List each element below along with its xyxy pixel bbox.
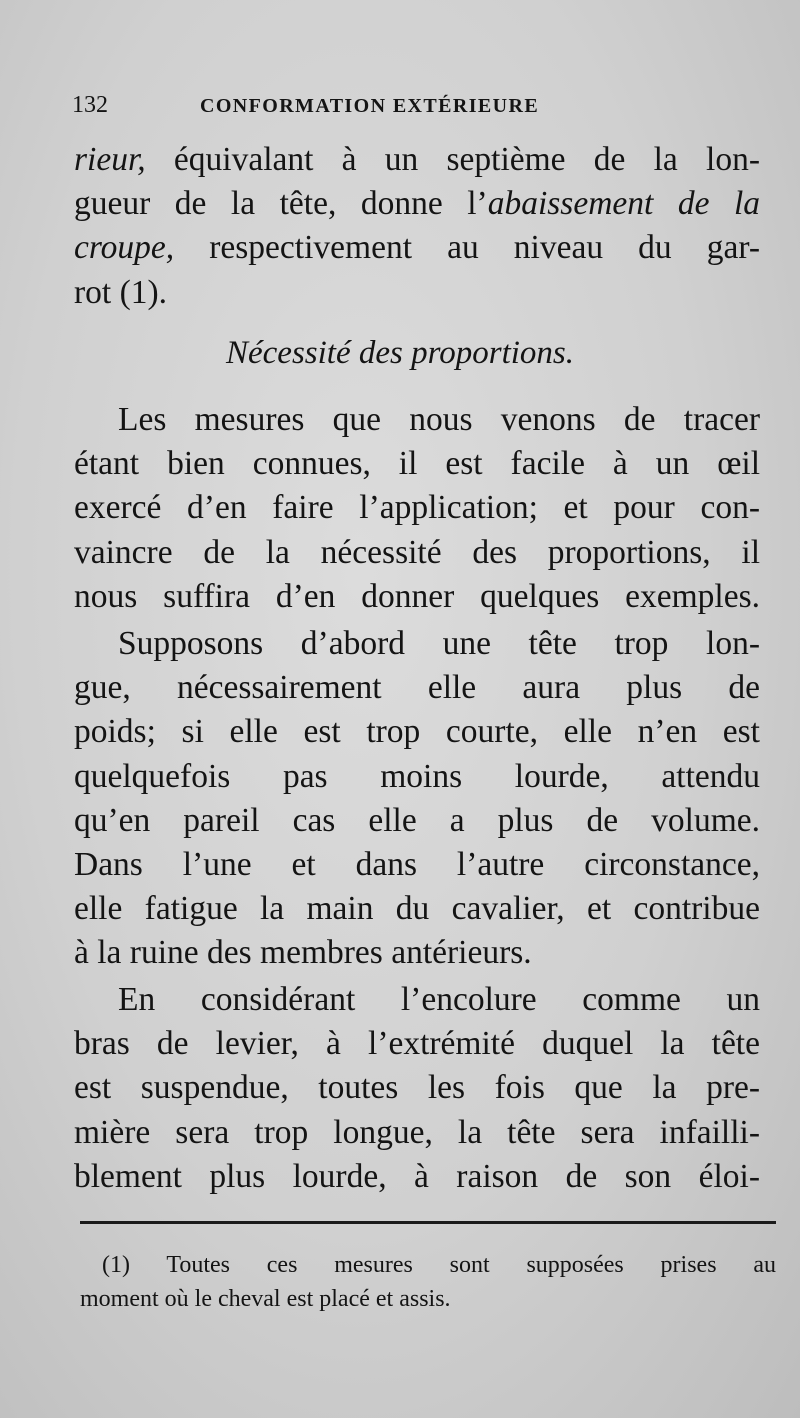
text-line: rieur, équivalant à un septième de la lon- <box>74 141 760 178</box>
page-number: 132 <box>72 92 108 118</box>
paragraph-1 <box>74 398 760 619</box>
text-line: exercé d’en faire l’application; et pour con- <box>74 489 760 527</box>
paragraph-2 <box>74 622 760 976</box>
text-line: nous suffira d’en donner quelques exemples. <box>74 577 760 615</box>
text-line: elle fatigue la main du cavalier, et contribue <box>74 890 760 928</box>
opening-paragraph <box>74 138 760 315</box>
text-line: étant bien connues, il est facile à un œil <box>74 445 760 483</box>
text-line: En considérant l’encolure comme un <box>118 981 760 1018</box>
section-subheading: Nécessité des proportions. <box>226 335 574 371</box>
italic-phrase: rieur, <box>74 141 146 178</box>
footnote-divider <box>80 1221 776 1224</box>
text-line: est suspendue, toutes les fois que la pre- <box>74 1069 760 1107</box>
text-line: qu’en pareil cas elle a plus de volume. <box>74 801 760 839</box>
text-line: gueur de la tête, donne l’abaissement de la <box>74 185 761 223</box>
text-line: poids; si elle est trop courte, elle n’en est <box>74 713 760 751</box>
text-line: bras de levier, à l’extrémité duquel la tête <box>74 1025 760 1063</box>
text-line: mière sera trop longue, la tête sera infailli- <box>74 1113 760 1151</box>
text-line: Dans l’une et dans l’autre circonstance, <box>74 846 760 884</box>
text-line: rot (1). <box>74 273 168 311</box>
footnote-line: (1) Toutes ces mesures sont supposées prises au <box>102 1252 776 1278</box>
text-line: à la ruine des membres antérieurs. <box>74 934 532 972</box>
italic-phrase: croupe, <box>74 229 175 267</box>
text-line: gue, nécessairement elle aura plus de <box>74 669 760 707</box>
paragraph-3 <box>74 978 760 1199</box>
running-head: CONFORMATION EXTÉRIEURE <box>200 95 540 117</box>
text-line: blement plus lourde, à raison de son éloi- <box>74 1157 760 1195</box>
text-line: quelquefois pas moins lourde, attendu <box>74 757 760 795</box>
italic-phrase: abaissement de la <box>487 185 761 223</box>
text-line: Les mesures que nous venons de tracer <box>118 401 760 438</box>
footnote <box>80 1248 776 1316</box>
text-line: vaincre de la nécessité des proportions, il <box>74 533 760 571</box>
footnote-line: moment où le cheval est placé et assis. <box>80 1286 451 1312</box>
text-line: Supposons d’abord une tête trop lon- <box>118 625 760 662</box>
page-header <box>72 92 752 124</box>
text-line: croupe, respectivement au niveau du gar- <box>74 229 760 267</box>
